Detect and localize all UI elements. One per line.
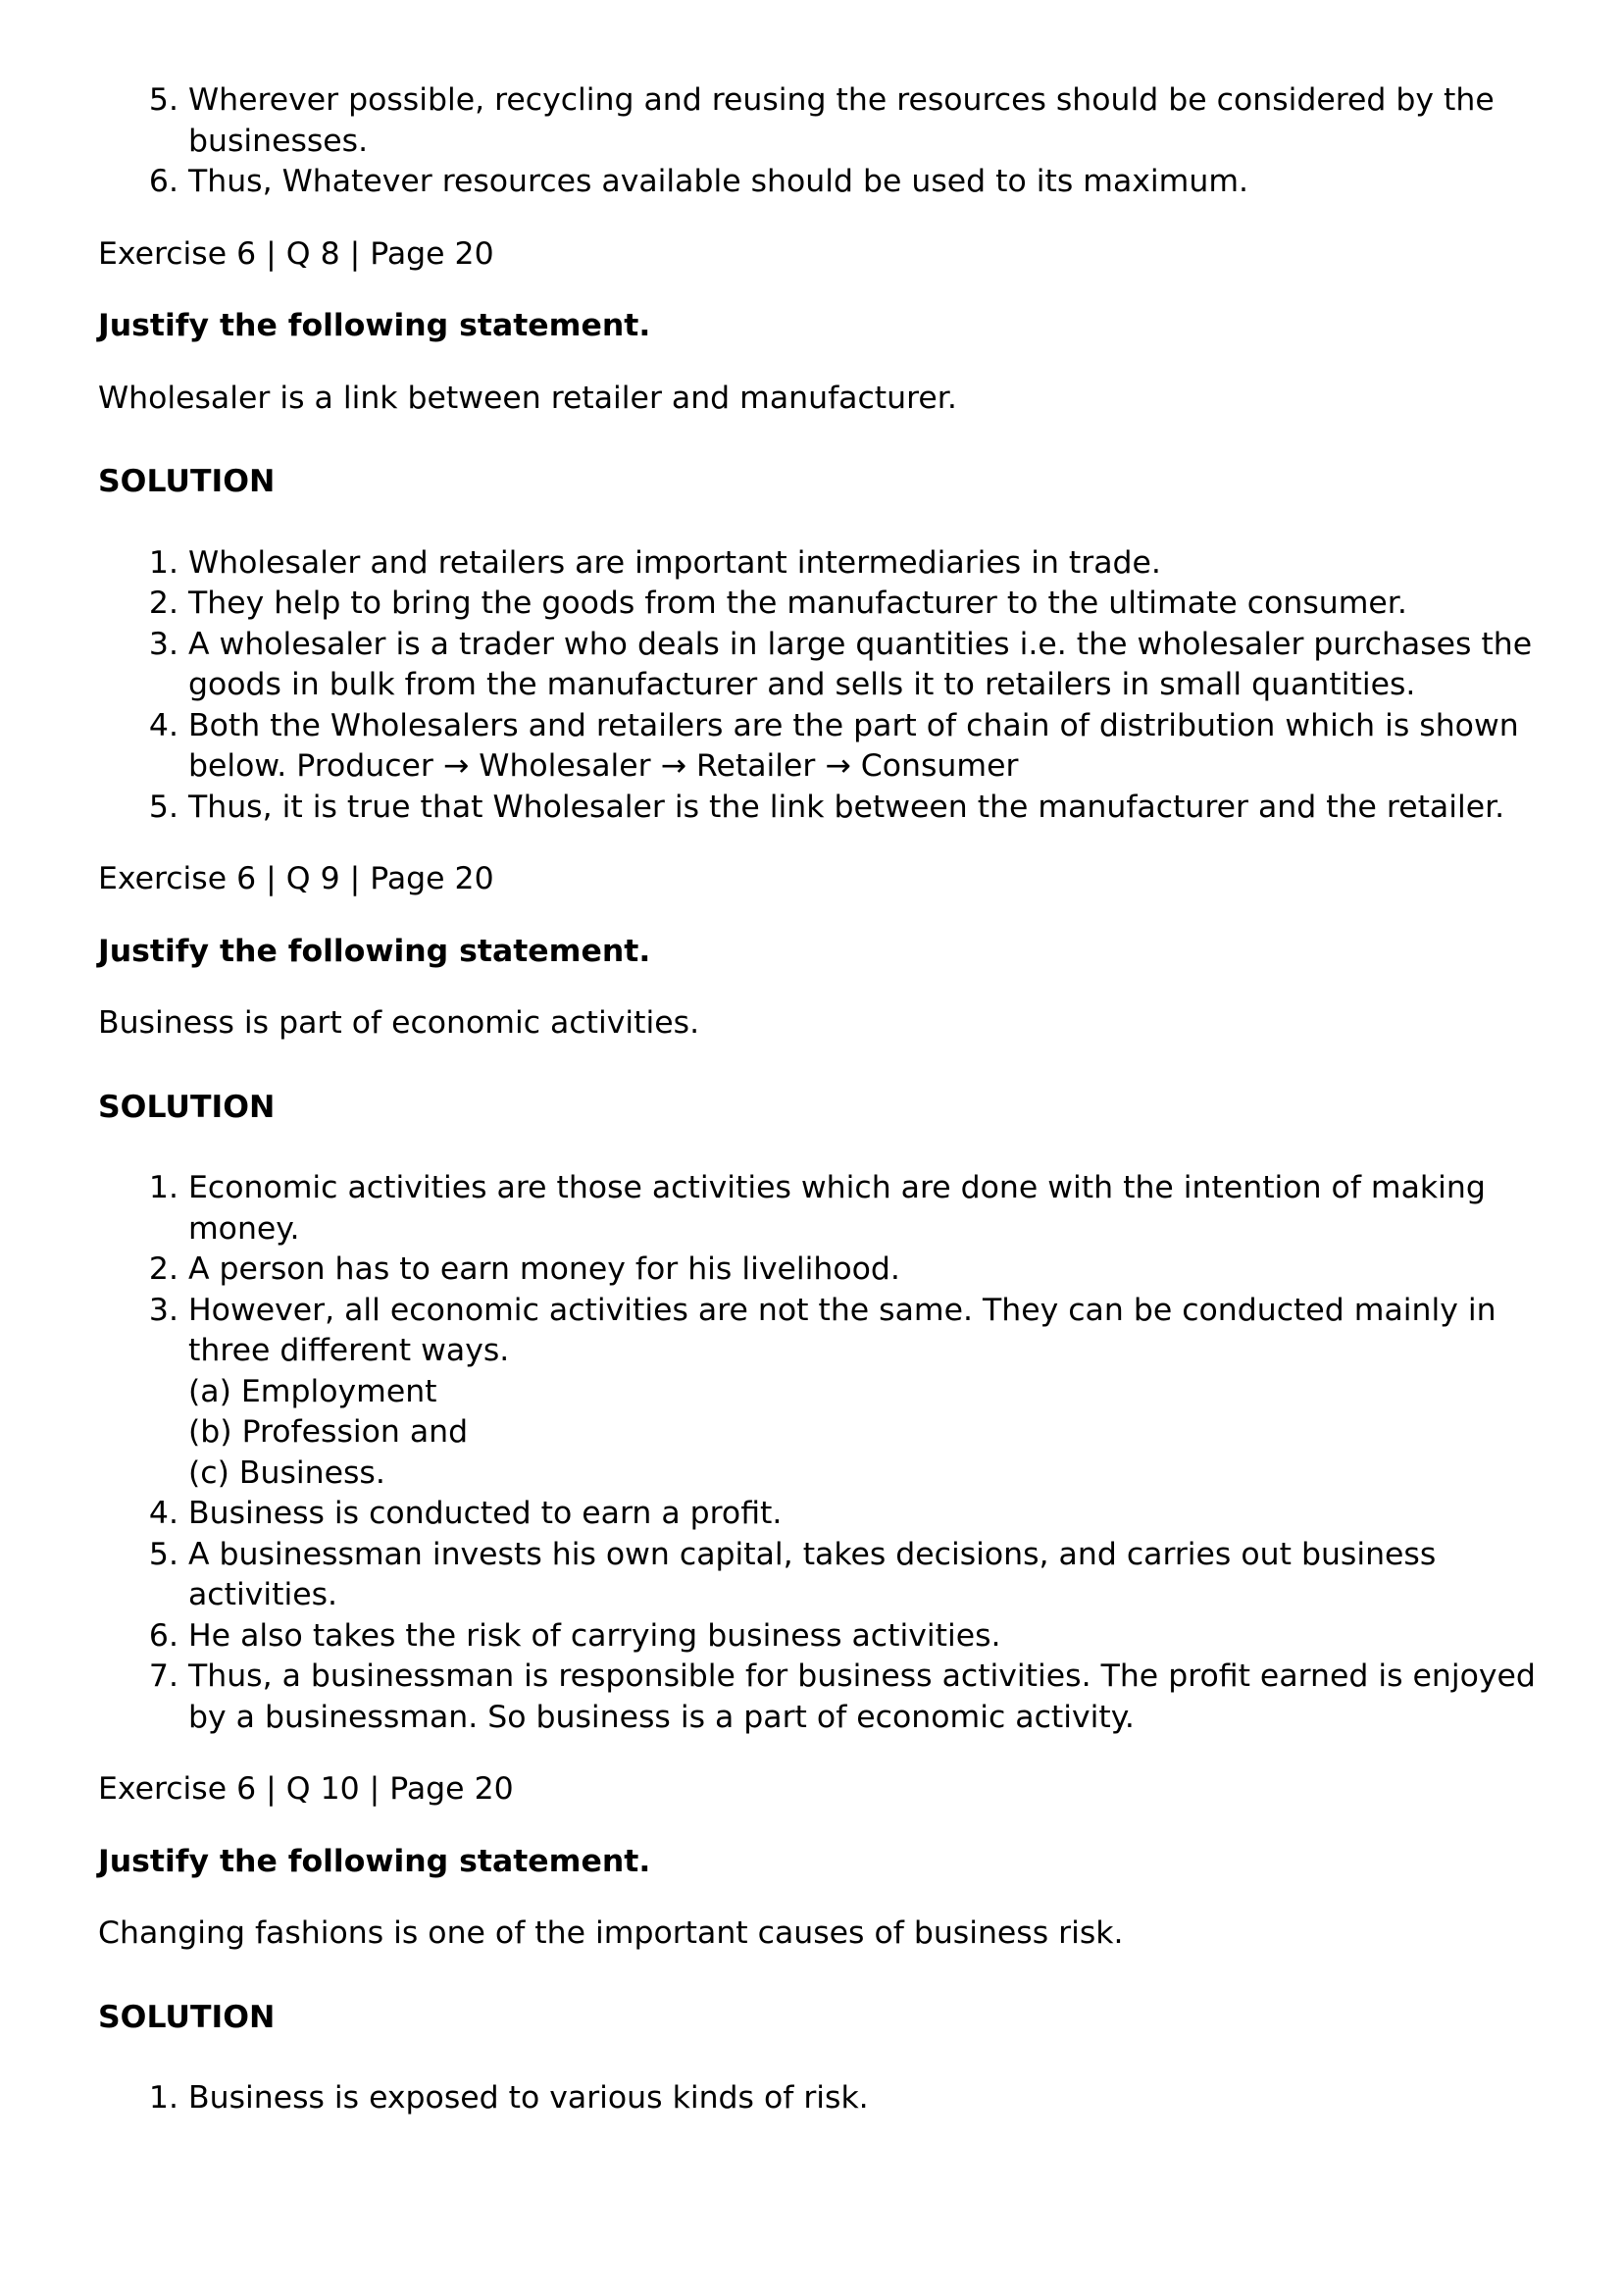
solution-list <box>98 1168 1549 1738</box>
list-item: 6. He also takes the risk of carrying business activities. <box>188 1616 1549 1658</box>
solution-heading: SOLUTION <box>98 464 276 499</box>
document-page <box>98 80 1549 2119</box>
question-heading: Justify the following statement. <box>98 933 651 969</box>
exercise-reference: Exercise 6 | Q 9 | Page 20 <box>98 861 494 896</box>
solution-heading: SOLUTION <box>98 1999 276 2035</box>
continued-list <box>98 80 1549 203</box>
list-item: 3. A wholesaler is a trader who deals in large quantities i.e. the wholesaler purchases the goods in bulk from the manufacturer and sells it to retailers in small quantities. <box>188 625 1549 706</box>
list-item: 4. Business is conducted to earn a profit. <box>188 1494 1549 1535</box>
exercise-reference: Exercise 6 | Q 8 | Page 20 <box>98 235 494 272</box>
solution-list <box>98 2078 1549 2119</box>
list-item: 1. Economic activities are those activities which are done with the intention of making money. <box>188 1168 1549 1250</box>
question-statement: Changing fashions is one of the important causes of business risk. <box>98 1915 1124 1951</box>
list-item: 7. Thus, a businessman is responsible for business activities. The profit earned is enjoyed by a businessman. So business is a part of economic activity. <box>188 1657 1549 1738</box>
list-item: 4. Both the Wholesalers and retailers are the part of chain of distribution which is shown below. Producer → Wholesaler → Retailer → Consumer <box>188 706 1549 788</box>
list-item: 5. Thus, it is true that Wholesaler is the link between the manufacturer and the retailer. <box>188 788 1549 829</box>
sub-item: (a) Employment <box>188 1373 437 1409</box>
list-item <box>188 1291 1549 1495</box>
sub-item: (b) Profession and <box>188 1414 469 1450</box>
solution-heading: SOLUTION <box>98 1089 276 1125</box>
sub-item: (c) Business. <box>188 1454 385 1491</box>
list-item: 2. They help to bring the goods from the manufacturer to the ultimate consumer. <box>188 584 1549 625</box>
list-item: 1. Wholesaler and retailers are important intermediaries in trade. <box>188 543 1549 585</box>
list-item: 1. Business is exposed to various kinds of risk. <box>188 2078 1549 2119</box>
exercise-reference: Exercise 6 | Q 10 | Page 20 <box>98 1771 514 1807</box>
list-item: 6. Thus, Whatever resources available should be used to its maximum. <box>188 162 1549 203</box>
list-item-text: However, all economic activities are not the same. They can be conducted mainly in three different ways. <box>188 1292 1496 1368</box>
question-heading: Justify the following statement. <box>98 1843 651 1879</box>
list-item: 2. A person has to earn money for his livelihood. <box>188 1250 1549 1291</box>
list-item: 5. Wherever possible, recycling and reusing the resources should be considered by the businesses. <box>188 80 1549 162</box>
question-heading: Justify the following statement. <box>98 308 651 343</box>
solution-list <box>98 543 1549 829</box>
list-item: 5. A businessman invests his own capital, takes decisions, and carries out business activities. <box>188 1535 1549 1616</box>
question-statement: Wholesaler is a link between retailer and manufacturer. <box>98 380 957 416</box>
question-statement: Business is part of economic activities. <box>98 1005 700 1041</box>
